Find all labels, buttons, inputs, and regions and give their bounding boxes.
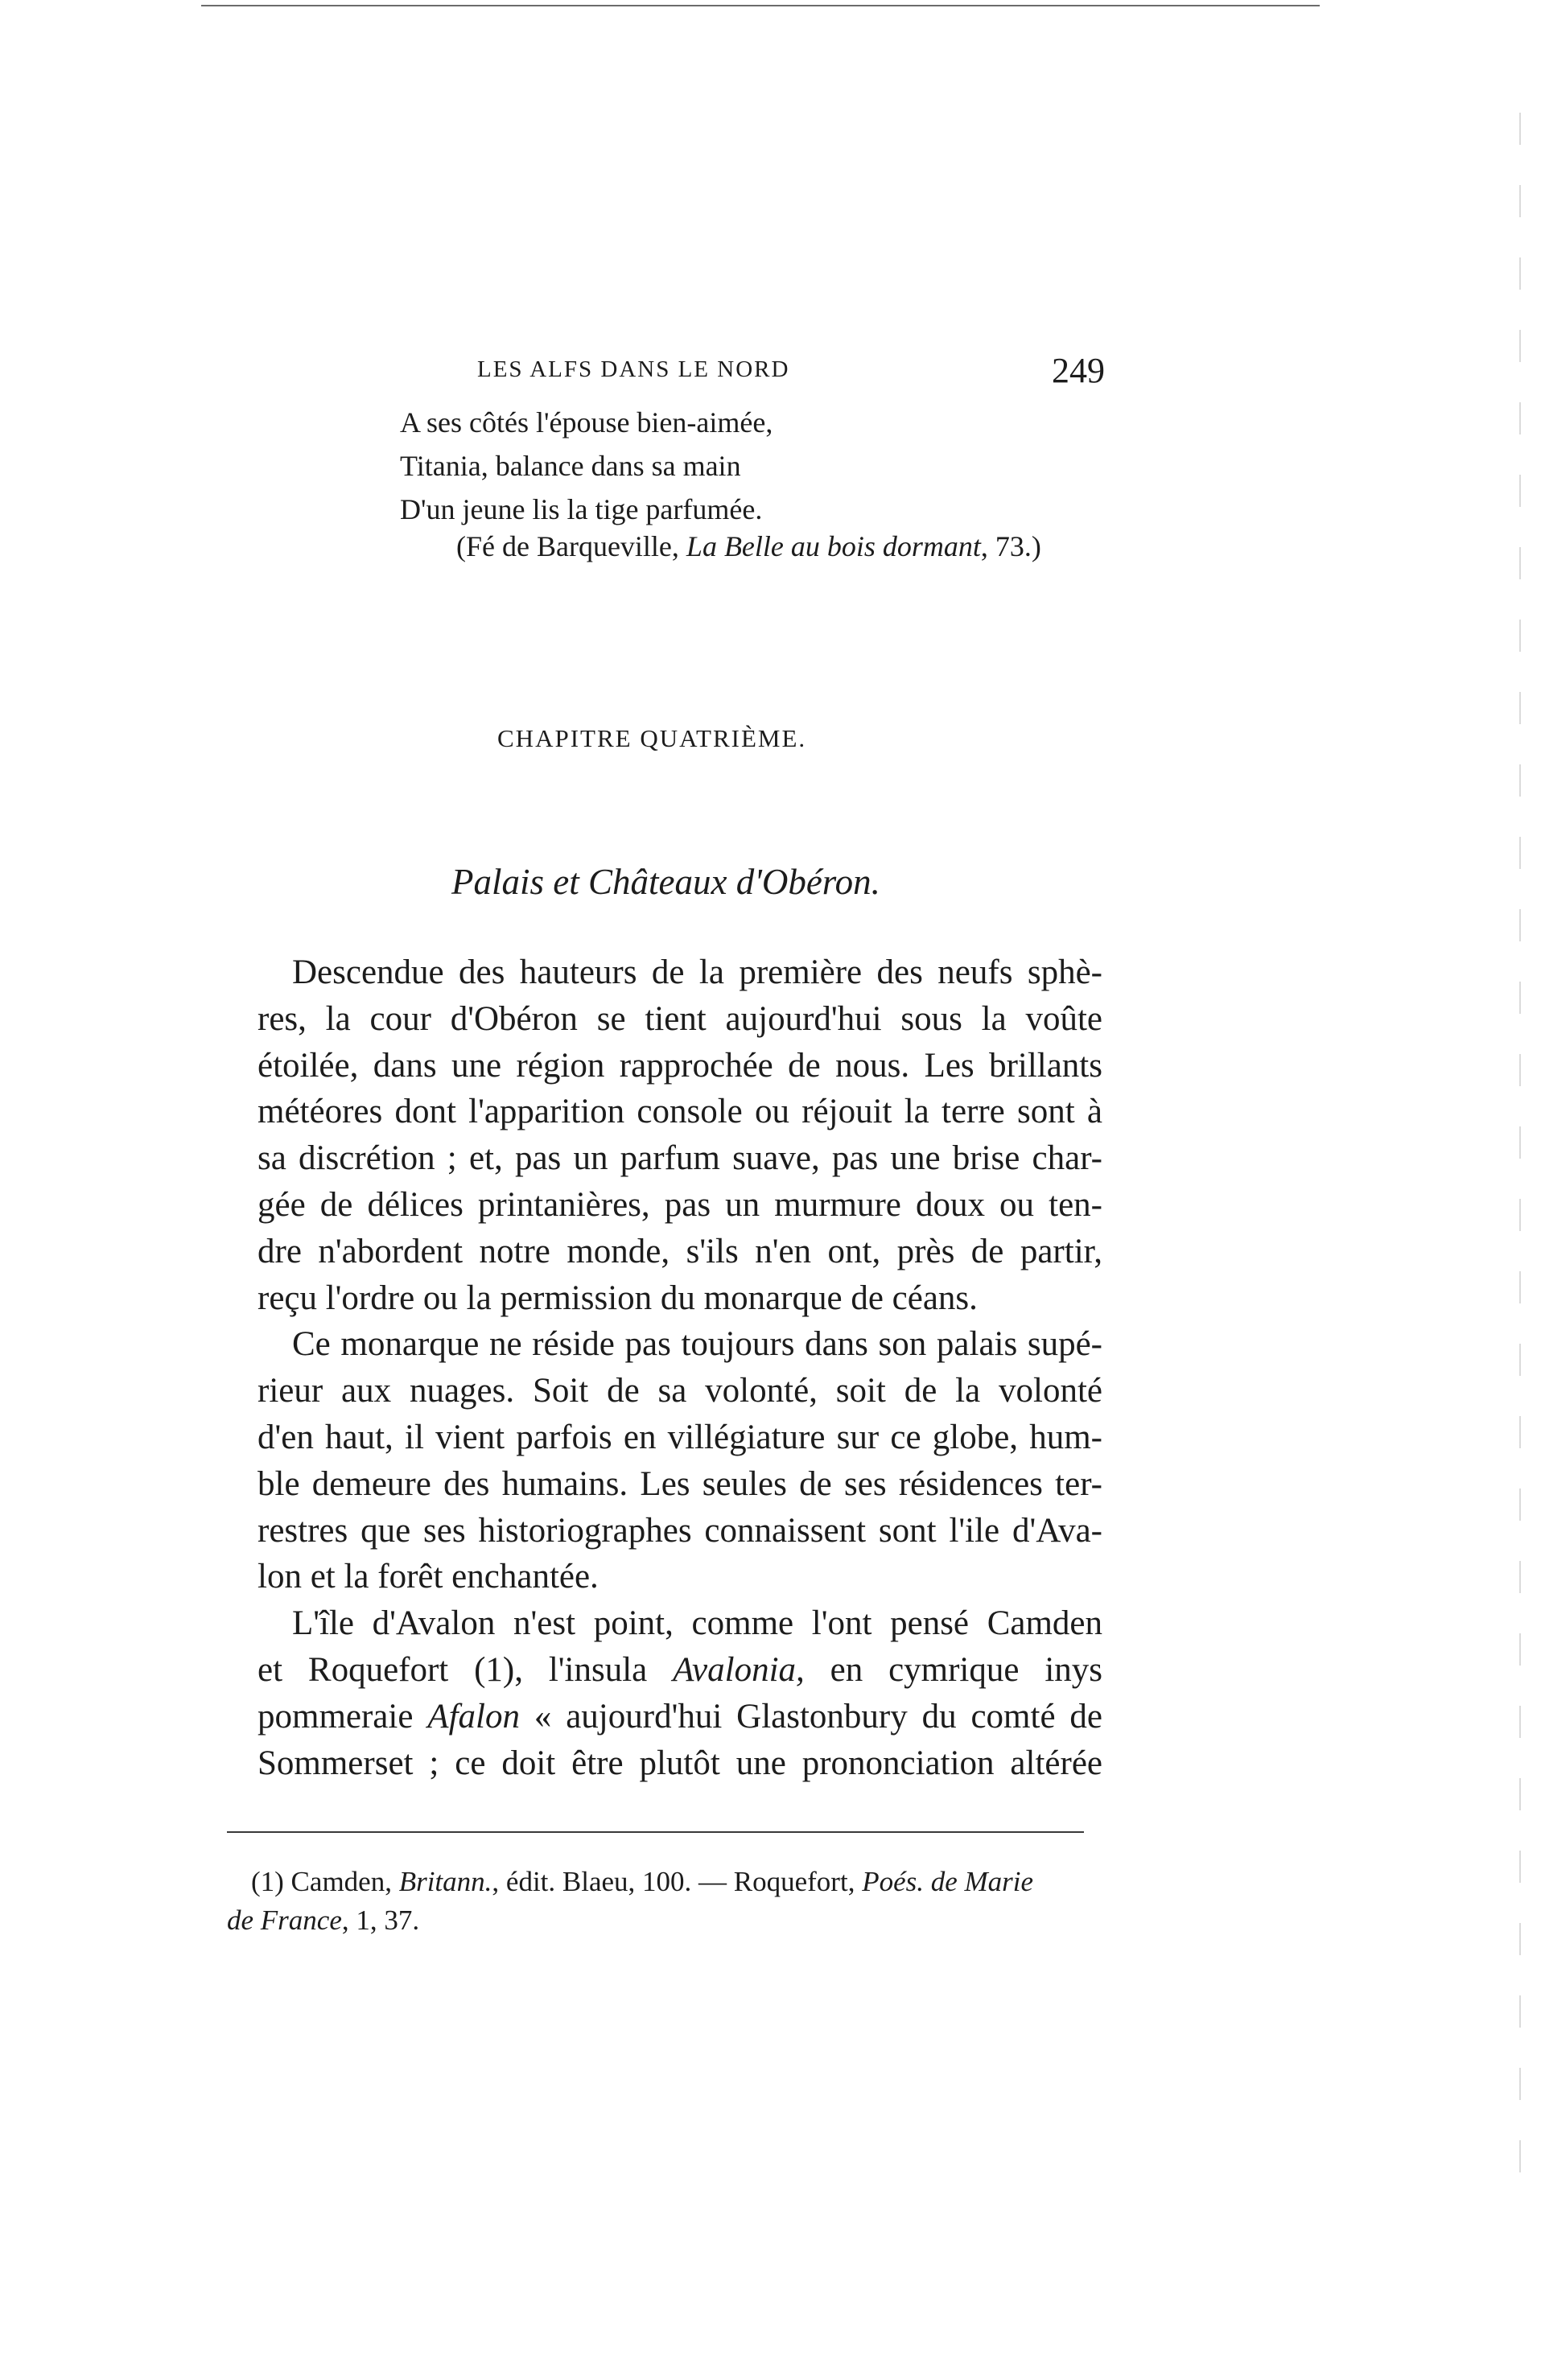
text-line: restres que ses historiographes connaissent sont l'ile d'Ava- xyxy=(258,1511,1102,1550)
citation-author: (Fé de Barqueville, xyxy=(456,530,686,562)
paragraph-3 xyxy=(258,1600,1102,1786)
footnote xyxy=(227,1863,1104,1940)
text-line: lon et la forêt enchantée. xyxy=(258,1558,599,1596)
verse-citation xyxy=(456,529,1041,563)
footnote-text: (1) Camden, xyxy=(251,1866,399,1897)
citation-work: La Belle au bois dormant xyxy=(686,530,981,562)
text-segment: et Roquefort (1), l'insula xyxy=(258,1650,674,1689)
text-segment: « aujourd'hui Glastonbury du comté de xyxy=(519,1697,1102,1736)
footnote-italic: de France xyxy=(227,1904,342,1936)
text-line: météores dont l'apparition console ou réjouit la terre sont à xyxy=(258,1093,1102,1131)
footnote-line xyxy=(227,1863,1104,1901)
text-line: ble demeure des humains. Les seules de ses résidences ter- xyxy=(258,1464,1102,1503)
body-text xyxy=(258,949,1102,1786)
text-line: étoilée, dans une région rapprochée de nous. Les brillants xyxy=(258,1046,1102,1085)
text-line: sa discrétion ; et, pas un parfum suave, pas une brise char- xyxy=(258,1139,1102,1178)
text-segment: en cymrique inys xyxy=(804,1650,1103,1689)
footnote-text: , 1, 37. xyxy=(341,1904,420,1936)
text-line: L'île d'Avalon n'est point, comme l'ont pensé Camden xyxy=(292,1604,1102,1643)
text-line: res, la cour d'Obéron se tient aujourd'hui sous la voûte xyxy=(258,999,1102,1038)
footnote-line xyxy=(227,1901,1104,1940)
text-line: reçu l'ordre ou la permission du monarque de céans. xyxy=(258,1279,978,1317)
chapter-title: Palais et Châteaux d'Obéron. xyxy=(451,862,880,902)
top-rule xyxy=(201,5,1320,6)
chapter-heading: CHAPITRE QUATRIÈME. xyxy=(497,724,807,752)
italic-term: Avalonia, xyxy=(673,1650,805,1689)
footnote-rule xyxy=(227,1831,1084,1833)
verse-line: Titania, balance dans sa main xyxy=(400,450,741,482)
verse-line: D'un jeune lis la tige parfumée. xyxy=(400,493,763,525)
footnote-text: , édit. Blaeu, 100. — Roquefort, xyxy=(492,1866,863,1897)
text-line: d'en haut, il vient parfois en villégiature sur ce globe, hum- xyxy=(258,1418,1102,1456)
italic-term: Afalon xyxy=(427,1697,520,1736)
text-segment: pommeraie xyxy=(258,1697,428,1736)
text-line xyxy=(258,1694,1102,1740)
text-line: rieur aux nuages. Soit de sa volonté, soit de la volonté xyxy=(258,1372,1102,1410)
text-line: Descendue des hauteurs de la première des neufs sphè- xyxy=(292,953,1102,991)
verse-quote xyxy=(400,401,773,531)
verse-line: A ses côtés l'épouse bien-aimée, xyxy=(400,406,773,439)
paragraph-1 xyxy=(258,949,1102,1321)
footnote-italic: Poés. de Marie xyxy=(862,1866,1034,1897)
citation-page: , 73.) xyxy=(980,530,1041,562)
text-line: Sommerset ; ce doit être plutôt une prononciation altérée xyxy=(258,1744,1102,1782)
text-line: gée de délices printanières, pas un murmure doux ou ten- xyxy=(258,1185,1102,1224)
running-head: LES ALFS DANS LE NORD xyxy=(477,356,790,382)
footnote-italic: Britann. xyxy=(398,1866,492,1897)
page-number: 249 xyxy=(1052,351,1105,390)
text-line xyxy=(258,1647,1102,1694)
page-edge-shadow xyxy=(1519,113,1521,2205)
paragraph-2 xyxy=(258,1321,1102,1600)
page-header xyxy=(477,350,1105,398)
text-line: dre n'abordent notre monde, s'ils n'en ont, près de partir, xyxy=(258,1232,1102,1270)
text-line: Ce monarque ne réside pas toujours dans son palais supé- xyxy=(292,1325,1102,1364)
